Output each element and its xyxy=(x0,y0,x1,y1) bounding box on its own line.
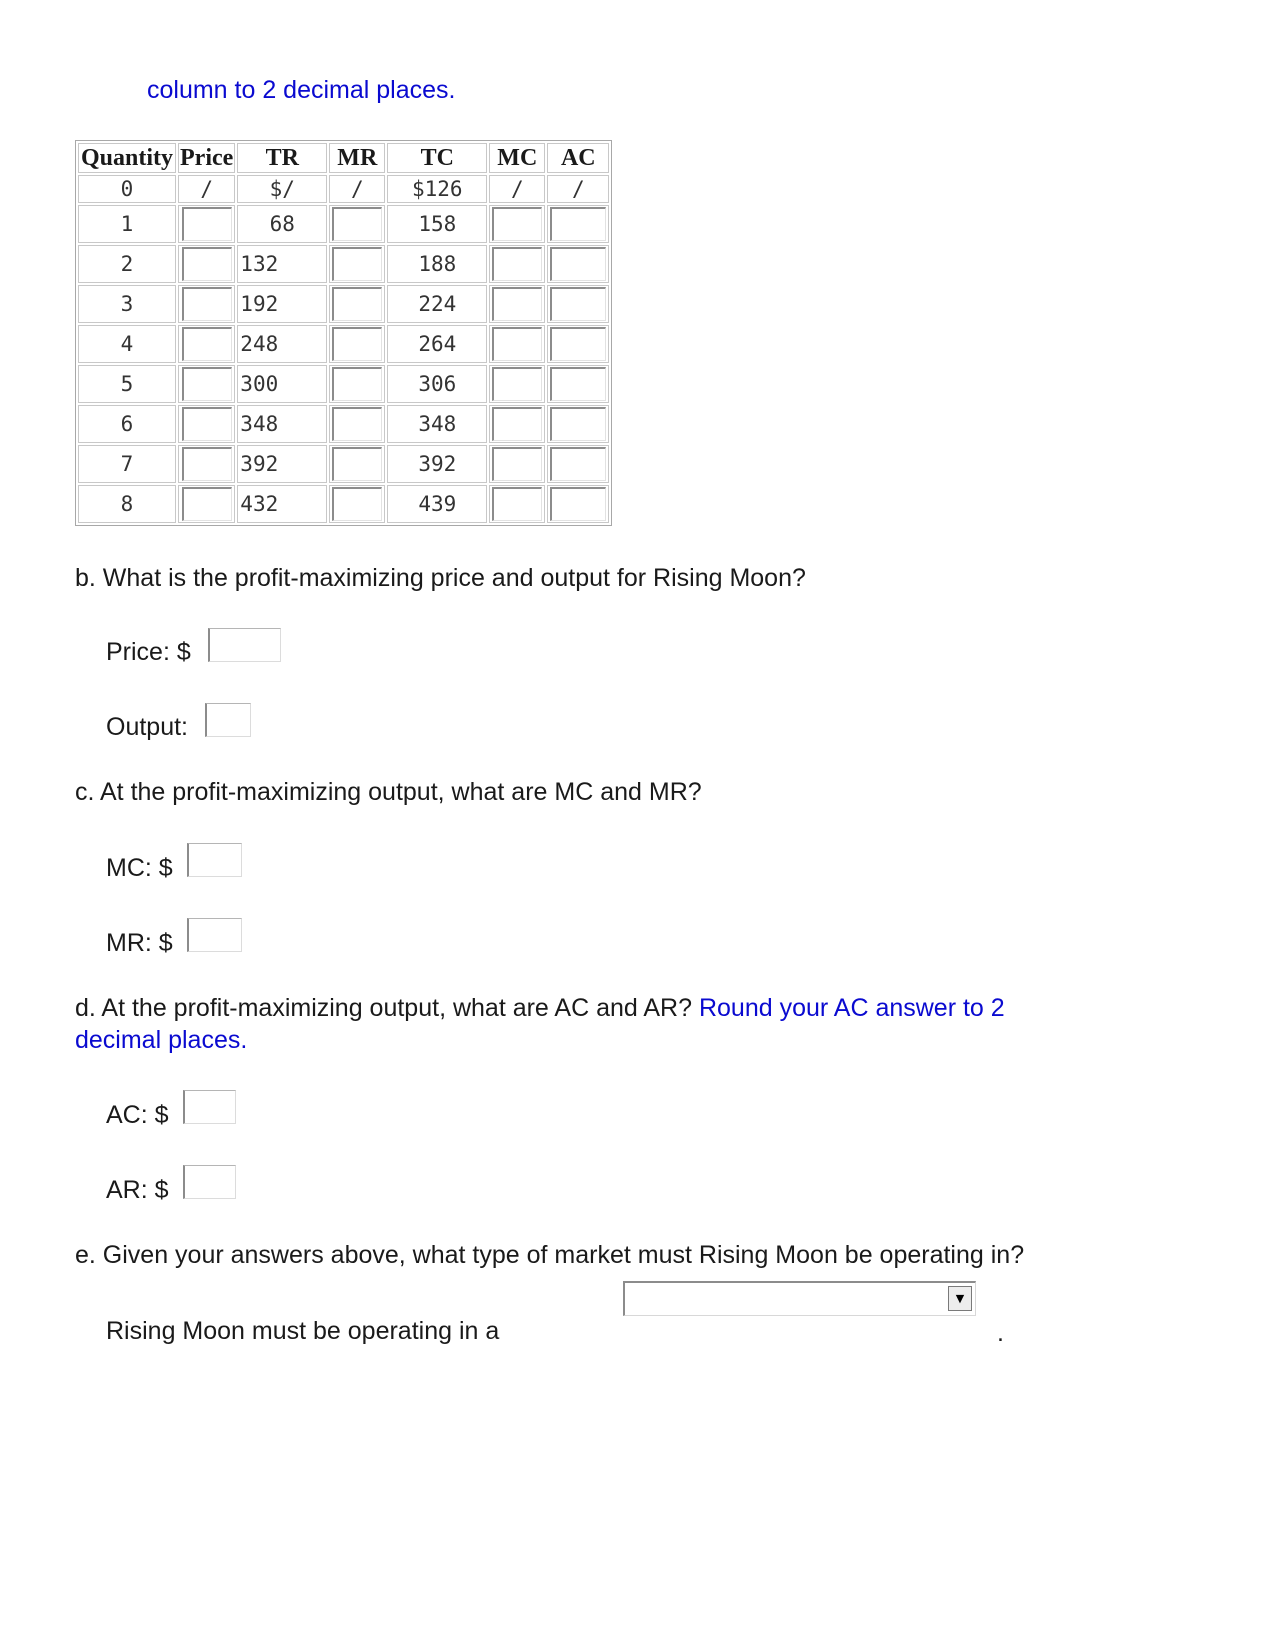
question-d-instruction: Round your AC answer to 2 xyxy=(698,994,1005,1022)
ac-answer-input[interactable] xyxy=(183,1090,236,1124)
mc-answer-input[interactable] xyxy=(187,843,242,877)
mr-input[interactable] xyxy=(332,247,382,281)
tc-cell: 158 xyxy=(387,205,487,243)
price-cell: / xyxy=(178,175,235,203)
header-tc: TC xyxy=(387,143,487,173)
mr-input[interactable] xyxy=(332,487,382,521)
mr-input[interactable] xyxy=(332,367,382,401)
tr-cell: 348 xyxy=(237,405,327,443)
table-row xyxy=(78,205,609,243)
mr-input[interactable] xyxy=(332,327,382,361)
tr-cell: 248 xyxy=(237,325,327,363)
quantity-cell: 5 xyxy=(78,365,176,403)
tc-cell: 439 xyxy=(387,485,487,523)
header-mr: MR xyxy=(329,143,385,173)
mr-input[interactable] xyxy=(332,407,382,441)
ac-input[interactable] xyxy=(550,207,606,241)
ar-answer-input[interactable] xyxy=(183,1165,236,1199)
mc-cell: / xyxy=(489,175,545,203)
mc-input[interactable] xyxy=(492,407,542,441)
ac-input[interactable] xyxy=(550,367,606,401)
mr-input[interactable] xyxy=(332,207,382,241)
price-input[interactable] xyxy=(182,247,232,281)
quantity-cell: 2 xyxy=(78,245,176,283)
ac-input[interactable] xyxy=(550,487,606,521)
mr-answer-input[interactable] xyxy=(187,918,242,952)
ac-input[interactable] xyxy=(550,447,606,481)
tr-cell: 132 xyxy=(237,245,327,283)
question-b: b. What is the profit-maximizing price and output for Rising Moon? xyxy=(75,564,806,592)
mc-input[interactable] xyxy=(492,487,542,521)
mc-input[interactable] xyxy=(492,247,542,281)
mc-input[interactable] xyxy=(492,447,542,481)
tr-cell: 192 xyxy=(237,285,327,323)
tc-cell: 188 xyxy=(387,245,487,283)
mc-input[interactable] xyxy=(492,287,542,321)
price-input[interactable] xyxy=(182,287,232,321)
question-d-text: d. At the profit-maximizing output, what are AC and AR? xyxy=(75,994,692,1022)
quantity-cell: 6 xyxy=(78,405,176,443)
quantity-cell: 1 xyxy=(78,205,176,243)
price-input[interactable] xyxy=(182,407,232,441)
market-statement: Rising Moon must be operating in a xyxy=(106,1317,500,1345)
mr-input[interactable] xyxy=(332,447,382,481)
table-row xyxy=(78,365,609,403)
mr-input[interactable] xyxy=(332,287,382,321)
table-row xyxy=(78,175,609,203)
output-label: Output: xyxy=(106,713,188,741)
output-answer-input[interactable] xyxy=(205,703,251,737)
ac-input[interactable] xyxy=(550,247,606,281)
price-input[interactable] xyxy=(182,487,232,521)
question-d-instruction-cont: decimal places. xyxy=(75,1026,248,1054)
mc-input[interactable] xyxy=(492,207,542,241)
price-input[interactable] xyxy=(182,327,232,361)
tc-cell: $126 xyxy=(387,175,487,203)
market-type-select[interactable] xyxy=(623,1281,976,1316)
quantity-cell: 0 xyxy=(78,175,176,203)
header-quantity: Quantity xyxy=(78,143,176,173)
quantity-cell: 4 xyxy=(78,325,176,363)
mc-input[interactable] xyxy=(492,367,542,401)
table-row xyxy=(78,485,609,523)
tr-cell: $/ xyxy=(237,175,327,203)
tr-cell: 432 xyxy=(237,485,327,523)
table-row xyxy=(78,445,609,483)
header-ac: AC xyxy=(547,143,609,173)
instruction-text: column to 2 decimal places. xyxy=(147,76,456,104)
tc-cell: 306 xyxy=(387,365,487,403)
question-e: e. Given your answers above, what type of market must Rising Moon be operating in? xyxy=(75,1241,1025,1269)
price-input[interactable] xyxy=(182,207,232,241)
tr-cell: 68 xyxy=(237,205,327,243)
price-answer-input[interactable] xyxy=(208,628,281,662)
header-tr: TR xyxy=(237,143,327,173)
tc-cell: 224 xyxy=(387,285,487,323)
tr-cell: 392 xyxy=(237,445,327,483)
tc-cell: 348 xyxy=(387,405,487,443)
table-row xyxy=(78,325,609,363)
ac-input[interactable] xyxy=(550,327,606,361)
quantity-cell: 3 xyxy=(78,285,176,323)
ac-input[interactable] xyxy=(550,287,606,321)
tc-cell: 264 xyxy=(387,325,487,363)
dropdown-arrow-icon[interactable]: ▼ xyxy=(948,1286,972,1311)
price-label: Price: $ xyxy=(106,638,191,666)
cost-revenue-table xyxy=(75,140,612,526)
price-input[interactable] xyxy=(182,447,232,481)
table-row xyxy=(78,245,609,283)
quantity-cell: 7 xyxy=(78,445,176,483)
ac-cell: / xyxy=(547,175,609,203)
mr-label: MR: $ xyxy=(106,929,173,957)
mc-input[interactable] xyxy=(492,327,542,361)
table-header-row xyxy=(78,143,609,173)
header-mc: MC xyxy=(489,143,545,173)
statement-period: . xyxy=(997,1319,1004,1347)
quantity-cell: 8 xyxy=(78,485,176,523)
header-price: Price xyxy=(178,143,235,173)
question-c: c. At the profit-maximizing output, what are MC and MR? xyxy=(75,778,702,806)
tr-cell: 300 xyxy=(237,365,327,403)
ac-label: AC: $ xyxy=(106,1101,169,1129)
price-input[interactable] xyxy=(182,367,232,401)
mr-cell: / xyxy=(329,175,385,203)
tc-cell: 392 xyxy=(387,445,487,483)
mc-label: MC: $ xyxy=(106,854,173,882)
table-row xyxy=(78,285,609,323)
table-row xyxy=(78,405,609,443)
ac-input[interactable] xyxy=(550,407,606,441)
ar-label: AR: $ xyxy=(106,1176,169,1204)
question-d xyxy=(75,993,1005,1023)
